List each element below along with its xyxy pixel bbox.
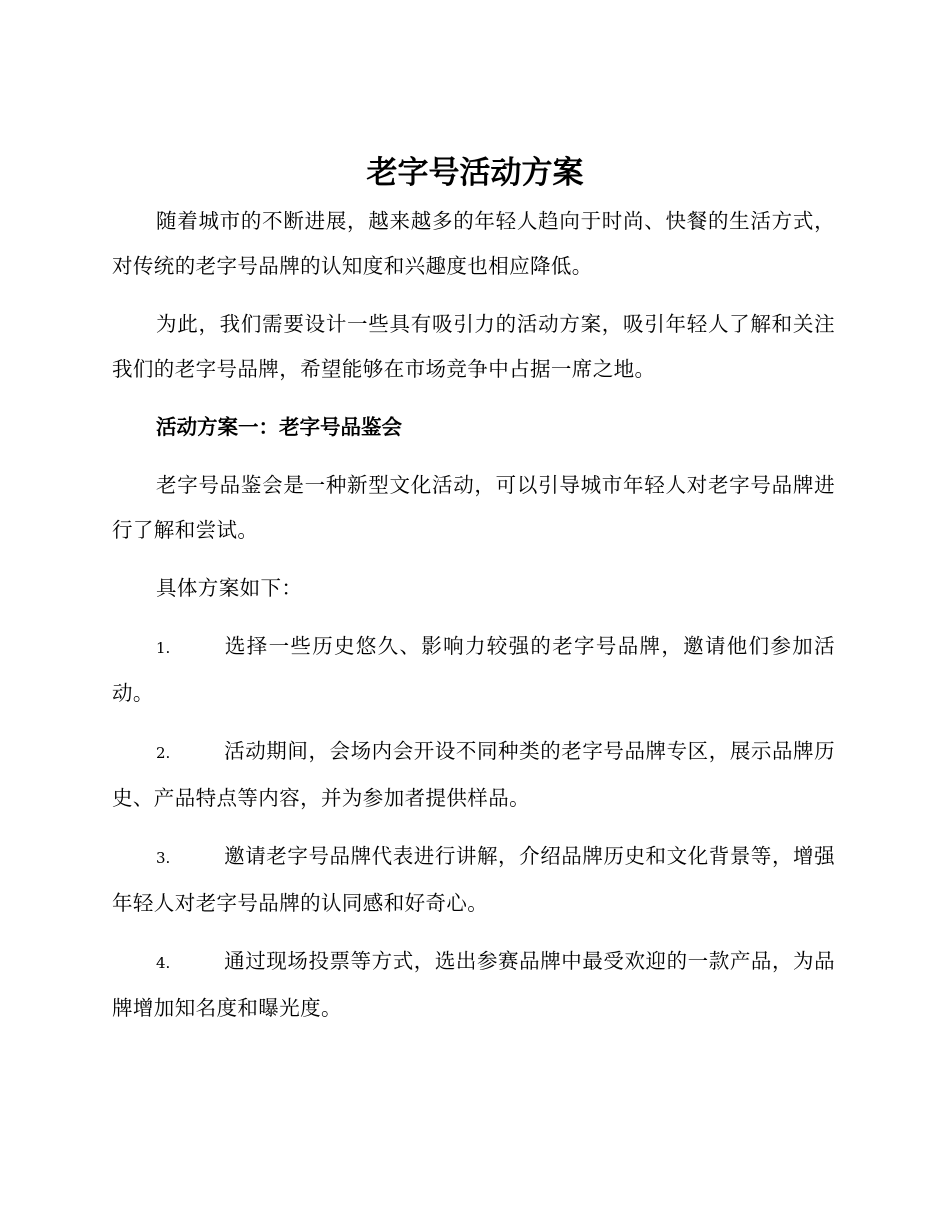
list-item-number: 4. [156,954,171,972]
list-item-number: 1. [156,639,171,657]
list-item [112,624,835,716]
list-item-number: 3. [156,849,171,867]
intro-paragraph-2: 为此，我们需要设计一些具有吸引力的活动方案，吸引年轻人了解和关注我们的老字号品牌，希望能够在市场竞争中占据一席之地。 [112,312,835,381]
intro-paragraph-1: 随着城市的不断进展，越来越多的年轻人趋向于时尚、快餐的生活方式，对传统的老字号品牌的认知度和兴趣度也相应降低。 [112,209,835,278]
plan-intro: 具体方案如下： [156,576,303,600]
list-item-text: 活动期间，会场内会开设不同种类的老字号品牌专区，展示品牌历史、产品特点等内容，并为参加者提供样品。 [112,739,835,810]
document-body [112,199,835,1044]
section-description: 老字号品鉴会是一种新型文化活动，可以引导城市年轻人对老字号品牌进行了解和尝试。 [112,473,835,542]
list-item [112,939,835,1031]
list-item-number: 2. [156,744,171,762]
document-title: 老字号活动方案 [366,155,584,191]
section-heading: 活动方案一：老字号品鉴会 [156,415,402,439]
list-item [112,729,835,821]
list-item-text: 通过现场投票等方式，选出参赛品牌中最受欢迎的一款产品，为品牌增加知名度和曝光度。 [112,949,835,1020]
list-item-text: 选择一些历史悠久、影响力较强的老字号品牌，邀请他们参加活动。 [112,634,835,705]
list-item [112,834,835,926]
list-item-text: 邀请老字号品牌代表进行讲解，介绍品牌历史和文化背景等，增强年轻人对老字号品牌的认同感和好奇心。 [112,844,835,915]
